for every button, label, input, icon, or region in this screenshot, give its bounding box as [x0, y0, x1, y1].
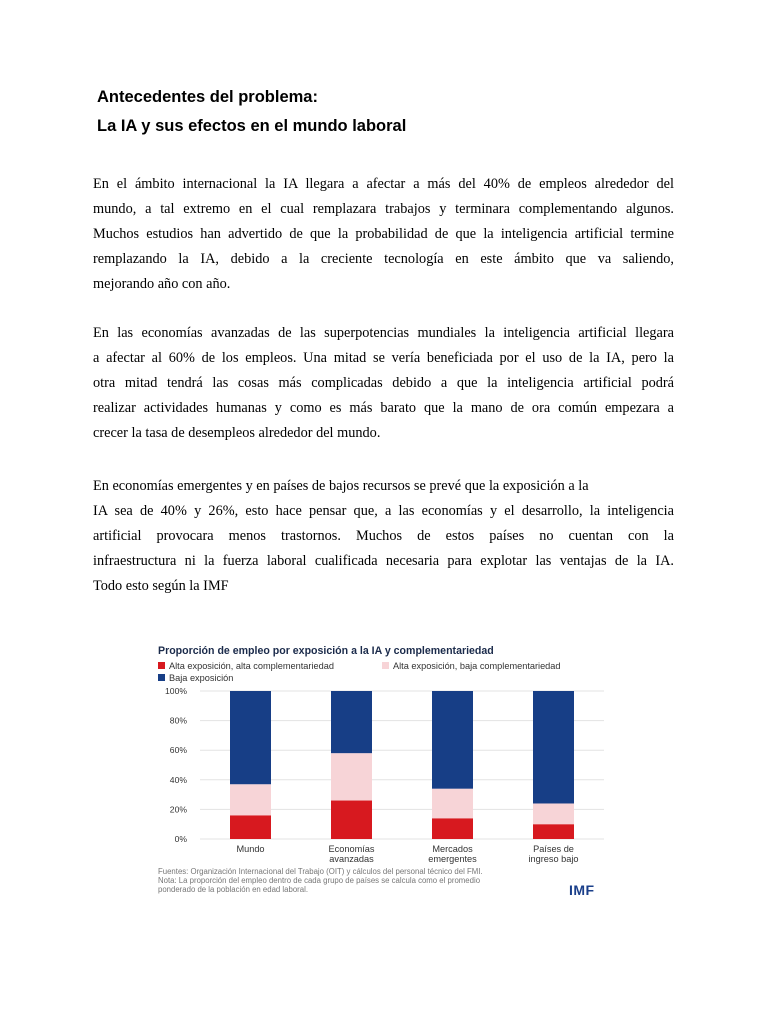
paragraph-line: otra mitad tendrá las cosas más complicadas debido a que la inteligencia artificial podrá	[93, 375, 674, 391]
paragraph-line: a afectar al 60% de los empleos. Una mitad se vería beneficiada por el uso de la IA, pero la	[93, 350, 674, 366]
paragraph-line: realizar actividades humanas y como es más barato que la mano de ora común empezara a	[93, 400, 674, 416]
bar-segment	[533, 691, 574, 803]
imf-logo: IMF	[569, 882, 595, 898]
legend-swatch	[158, 674, 165, 681]
x-category-label: Economías	[328, 844, 375, 854]
paragraph-line: crecer la tasa de desempleos alrededor del mundo.	[93, 425, 381, 441]
x-category-label: Países de	[533, 844, 574, 854]
bar-segment	[432, 691, 473, 789]
y-tick-label: 20%	[169, 804, 187, 815]
x-category-label: emergentes	[428, 854, 477, 864]
y-tick-label: 80%	[169, 715, 187, 726]
legend-label: Alta exposición, alta complementariedad	[169, 661, 334, 671]
legend-label: Alta exposición, baja complementariedad	[393, 661, 561, 671]
figure-notes	[158, 867, 483, 894]
x-category-label: Mercados	[432, 844, 473, 854]
x-category-label: ingreso bajo	[528, 854, 579, 864]
y-tick-label: 60%	[169, 745, 187, 756]
bar-segment	[331, 691, 372, 753]
legend-item-low-exposure	[158, 673, 233, 683]
chart-title: Proporción de empleo por exposición a la IA y complementariedad	[158, 645, 494, 657]
paragraph-line: Todo esto según la IMF	[93, 578, 229, 594]
bar-segment	[331, 801, 372, 839]
paragraph-advanced-economies	[93, 321, 674, 446]
bar-segment	[230, 691, 271, 784]
section-subheading: La IA y sus efectos en el mundo laboral	[97, 117, 407, 135]
paragraph-line: mundo, a tal extremo en el cual remplazara trabajos y terminara complementando algunos.	[93, 201, 674, 217]
y-tick-label: 0%	[174, 834, 187, 844]
paragraph-line: artificial provocara menos trastornos. Muchos de estos países no cuentan con la	[93, 528, 674, 544]
paragraph-line: Muchos estudios han advertido de que la probabilidad de que la inteligencia artificial termine	[93, 226, 674, 242]
bar-segment	[230, 815, 271, 839]
paragraph-line: En el ámbito internacional la IA llegara a afectar a más del 40% de empleos alrededor del	[93, 176, 674, 192]
paragraph-global-impact	[93, 172, 674, 297]
y-tick-label: 100%	[165, 686, 187, 696]
employment-exposure-figure	[158, 645, 610, 900]
paragraph-line: remplazando la IA, debido a la creciente tecnología en este ámbito que va saliendo,	[93, 251, 674, 267]
paragraph-line: infraestructura ni la fuerza laboral cualificada necesaria para explotar las ventajas de la IA.	[93, 553, 674, 569]
legend-item-high-exposure-low-complementarity	[382, 661, 561, 671]
x-category-label: Mundo	[236, 844, 265, 854]
bar-segment	[432, 818, 473, 839]
section-heading: Antecedentes del problema:	[97, 88, 318, 106]
bar-segment	[533, 803, 574, 824]
paragraph-emerging-economies	[93, 474, 674, 599]
bar-segment	[533, 824, 574, 839]
bar-segment	[331, 753, 372, 800]
paragraph-line: En economías emergentes y en países de bajos recursos se prevé que la exposición a la	[93, 478, 589, 494]
paragraph-line: mejorando año con año.	[93, 276, 231, 292]
bar-segment	[230, 784, 271, 815]
legend-swatch	[382, 662, 389, 669]
x-category-label: avanzadas	[329, 854, 374, 864]
bar-segment	[432, 789, 473, 819]
stacked-bar-chart	[158, 685, 610, 865]
legend-swatch	[158, 662, 165, 669]
paragraph-line: IA sea de 40% y 26%, esto hace pensar que, a las economías y el desarrollo, la inteligencia	[93, 503, 674, 519]
legend-label: Baja exposición	[169, 673, 234, 683]
figure-method-note: Nota: La proporción del empleo dentro de cada grupo de países se calcula como el promedio	[158, 876, 481, 885]
figure-method-note: ponderado de la población en edad laboral.	[158, 885, 308, 894]
legend-item-high-exposure-high-complementarity	[158, 661, 334, 671]
y-tick-label: 40%	[169, 774, 187, 785]
paragraph-line: En las economías avanzadas de las superpotencias mundiales la inteligencia artificial llegara	[93, 325, 674, 341]
figure-source-note: Fuentes: Organización Internacional del Trabajo (OIT) y cálculos del personal técnico del FMI.	[158, 867, 483, 876]
